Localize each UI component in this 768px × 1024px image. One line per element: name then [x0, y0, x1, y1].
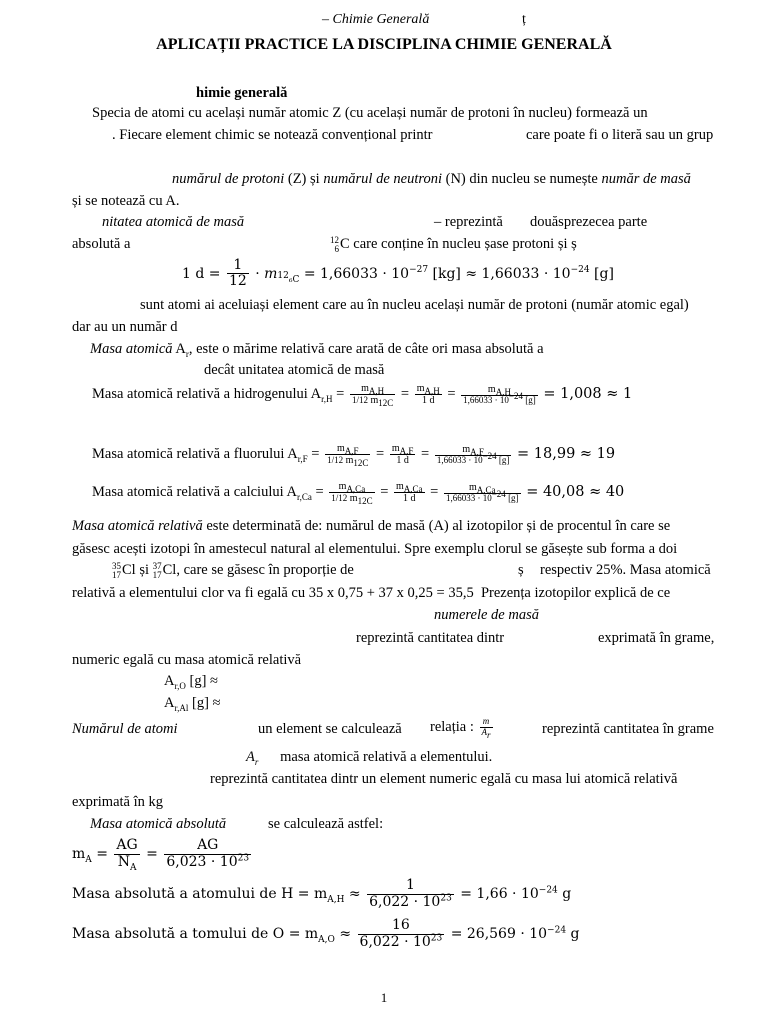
paragraph-line: respectiv 25%. Masa atomică: [540, 562, 711, 578]
paragraph-line: $A_r$ masa atomică relativă a elementului.: [246, 749, 493, 767]
formula-hydrogen: Masa atomică relativă a hidrogenului $A_{r,H}$ = $\frac{m_{A,H}}{1/12 m_{12C}}$ = $\frac{m_{A,H}}{1 d}$ = $\frac{m_{A,H}}{1,66033 \cdot 10^{-24} [g]}$ = 1,008 ≈ 1: [92, 383, 633, 409]
paragraph-line: dar au un număr d: [72, 319, 178, 335]
paragraph-line: reprezintă cantitatea dintr un element numeric egală cu masa lui atomică relativă: [210, 771, 678, 787]
formula-oxygen-gram: $A_{r,O}$ [g] ≈: [164, 673, 218, 691]
formula-aluminium-gram: $A_{r,Al}$ [g] ≈: [164, 695, 221, 713]
paragraph-line: – reprezintă: [434, 214, 503, 230]
header-subject: – Chimie Generală: [322, 12, 430, 27]
paragraph-line: relativă a elementului clor va fi egală cu 35 x 0,75 + 37 x 0,25 = 35,5 Prezența izotopilor explică de ce: [72, 585, 671, 601]
paragraph-line: numerele de masă: [434, 607, 539, 623]
paragraph-line: Masa atomică relativă este determinată de: numărul de masă (A) al izotopilor și de procentul în care se: [72, 518, 671, 534]
paragraph-line: nitatea atomică de masă: [102, 214, 245, 230]
section-heading: himie generală: [196, 85, 288, 101]
paragraph-line: găsesc acești izotopi în amestecul natural al elementului. Spre exemplu clorul se găsește sub forma a doi: [72, 541, 678, 557]
header-stray-char: ț: [522, 12, 526, 27]
formula-calcium: Masa atomică relativă a calciului $A_{r,Ca}$ = $\frac{m_{A,Ca}}{1/12 m_{12C}}$ = $\frac{m_{A,Ca}}{1 d}$ = $\frac{m_{A,Ca}}{1,66033 \cdot 10^{-24} [g]}$ = 40,08 ≈ 40: [92, 481, 625, 507]
paragraph-line: exprimată în kg: [72, 794, 164, 810]
paragraph-line: se calculează astfel:: [268, 816, 384, 832]
paragraph-line: ș: [518, 562, 524, 578]
paragraph-line: și se notează cu A.: [72, 193, 180, 209]
page-number: 1: [380, 990, 388, 1005]
paragraph-line: Specia de atomi cu același număr atomic Z (cu același număr de protoni în nucleu) formează un: [92, 105, 648, 121]
formula-absolute-mass: $m_A$ = $\frac{AG}{N_A}$ = $\frac{AG}{6,023 \cdot 10^{23}}$: [72, 837, 250, 873]
paragraph-line: douăsprezecea parte: [530, 214, 648, 230]
page-title: APLICAȚII PRACTICE LA DISCIPLINA CHIMIE GENERALĂ: [156, 36, 612, 53]
paragraph-line: Masa atomică absolută: [90, 816, 227, 832]
formula-fluorine: Masa atomică relativă a fluorului $A_{r,F}$ = $\frac{m_{A,F}}{1/12 m_{12C}}$ = $\frac{m_{A,F}}{1 d}$ = $\frac{m_{A,F}}{1,66033 \cdot 10^{-24} [g]}$ = 18,99 ≈ 19: [92, 443, 616, 469]
formula-absolute-h: Masa absolută a atomului de $H = m_{A,H}$ ≈ $\frac{1}{6,022 \cdot 10^{23}}$ = $1,66 \cdot 10^{-24}$ g: [72, 877, 572, 910]
paragraph-line: exprimată în grame,: [598, 630, 715, 646]
paragraph-line: 35 17 Cl și 37 17 Cl, care se găsesc în proporție de: [112, 560, 354, 580]
formula-uam: 1 d = $\frac{1}{12}$ · $m_{^{12}_6C} = 1,66033 \cdot 10^{-27}$ $[kg] \approx 1,66033 \cdot 10^{-24}$ [g]: [182, 257, 614, 290]
formula-absolute-o: Masa absolută a tomului de $O = m_{A,O}$ ≈ $\frac{16}{6,022 \cdot 10^{23}}$ = $26,569 \cdot 10^{-24}$ g: [72, 917, 580, 950]
paragraph-line: Numărul de atomi: [72, 721, 178, 737]
paragraph-line: decât unitatea atomică de masă: [204, 362, 385, 378]
paragraph-line: numărul de protoni (Z) și numărul de neutroni (N) din nucleu se numește număr de masă: [172, 171, 691, 187]
formula-atom-count: relația : $\frac{m}{A_r}$: [430, 716, 491, 740]
paragraph-line: . Fiecare element chimic se notează convențional printr: [112, 127, 433, 143]
paragraph-line: un element se calculează: [258, 721, 402, 737]
paragraph-line: numeric egală cu masa atomică relativă: [72, 652, 302, 668]
paragraph-line: Masa atomică $A_r$, este o mărime relativă care arată de câte ori masa absolută a: [90, 341, 544, 359]
paragraph-line: absolută a: [72, 236, 131, 252]
paragraph-line: sunt atomi ai aceluiași element care au în nucleu același număr de protoni (număr atomic egal): [140, 297, 689, 313]
paragraph-line: care poate fi o literă sau un grup: [526, 127, 714, 143]
paragraph-line: 12 6 C care conține în nucleu șase protoni și ș: [330, 234, 577, 254]
paragraph-line: reprezintă cantitatea dintr: [356, 630, 505, 646]
paragraph-line: reprezintă cantitatea în grame: [542, 721, 714, 737]
